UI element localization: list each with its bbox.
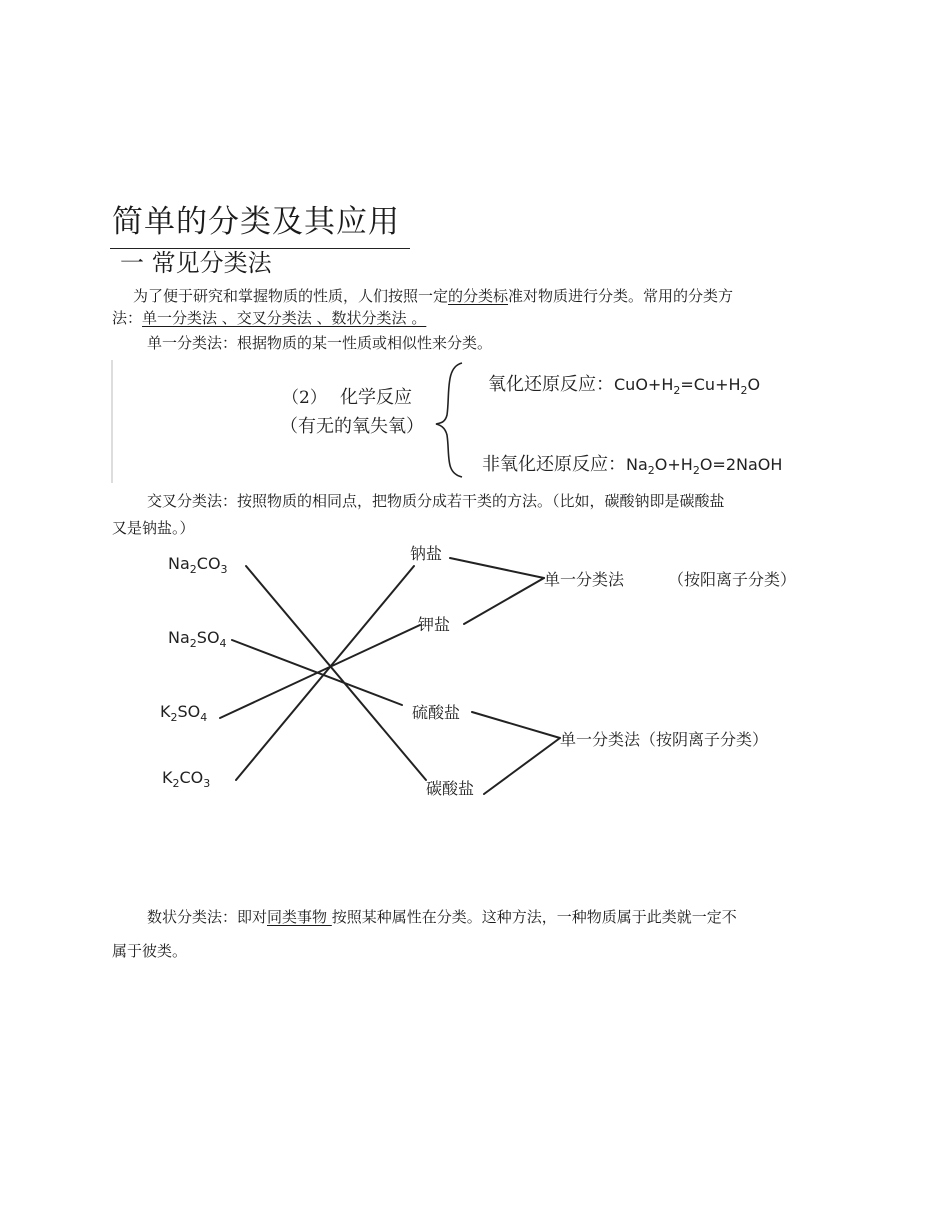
tree-method-line-1 [147, 906, 737, 928]
cross-classification-diagram [150, 540, 830, 810]
tree-method-line-2: 属于彼类。 [112, 942, 188, 960]
compound-na2so4: $Na_2SO_4$ [168, 628, 227, 650]
cation-sodium-salt: 钠盐 [410, 544, 443, 563]
group-anion-method: 单一分类法（按阴离子分类） [560, 730, 769, 749]
non-redox-label: 非氧化还原反应：$Na_2O+H_2O=2NaOH$ [482, 454, 783, 477]
single-method-definition: 单一分类法：根据物质的某一性质或相似性来分类。 [147, 334, 493, 352]
intro-underlined-standard: 的分类标 [448, 287, 509, 305]
reaction-label-number: （2） [282, 388, 327, 408]
anion-sulfate: 硫酸盐 [412, 703, 461, 722]
compound-na2co3: $Na_2CO_3$ [168, 554, 228, 576]
group-cation-note: （按阳离子分类） [668, 570, 797, 589]
brace-icon [436, 363, 462, 477]
redox-equation: $CuO+H_2=Cu+H_2O$ [614, 375, 761, 397]
intro-methods: 单一分类法 、交叉分类法 、数状分类法 。 [142, 309, 427, 327]
link-sulfate-group2 [472, 712, 560, 738]
tree-text-b: 按照某种属性在分类。这种方法，一种物质属于此类就一定不 [331, 908, 737, 926]
group-cation-method: 单一分类法 [544, 570, 625, 589]
intro-line-2 [112, 307, 426, 329]
link-potassium-group1 [464, 578, 544, 624]
intro-line-1 [133, 285, 733, 307]
intro-text-b: 准对物质进行分类。常用的分类方 [508, 287, 734, 305]
link-na2co3-carbonate [246, 566, 426, 780]
link-k2so4-potassium [220, 625, 420, 718]
intro-text-c: 法： [112, 309, 143, 327]
compound-k2co3: $K_2CO_3$ [162, 768, 211, 790]
link-k2co3-sodium [236, 566, 414, 780]
link-sodium-group1 [450, 558, 544, 578]
tree-text-a: 数状分类法：即对 [147, 908, 268, 926]
section-heading: 一 常见分类法 [120, 249, 272, 277]
reaction-label: 化学反应 [340, 387, 412, 408]
anion-carbonate: 碳酸盐 [426, 779, 475, 798]
document-title: 简单的分类及其应用 [112, 204, 400, 240]
non-redox-equation: $Na_2O+H_2O=2NaOH$ [626, 455, 783, 477]
reaction-classification-figure [110, 355, 830, 485]
redox-label: 氧化还原反应：$CuO+H_2=Cu+H_2O$ [488, 374, 761, 397]
intro-text-a: 为了便于研究和掌握物质的性质，人们按照一定 [133, 287, 449, 305]
cation-potassium-salt: 钾盐 [418, 615, 451, 634]
compound-k2so4: $K_2SO_4$ [160, 702, 208, 724]
cross-method-line-1: 交叉分类法：按照物质的相同点，把物质分成若干类的方法。（比如，碳酸钠即是碳酸盐 [147, 492, 725, 510]
cross-method-line-2: 又是钠盐。） [112, 519, 195, 537]
reaction-criterion: （有无的氧失氧） [280, 416, 424, 437]
tree-underlined-same-kind: 同类事物 [267, 908, 332, 926]
link-carbonate-group2 [484, 738, 560, 794]
